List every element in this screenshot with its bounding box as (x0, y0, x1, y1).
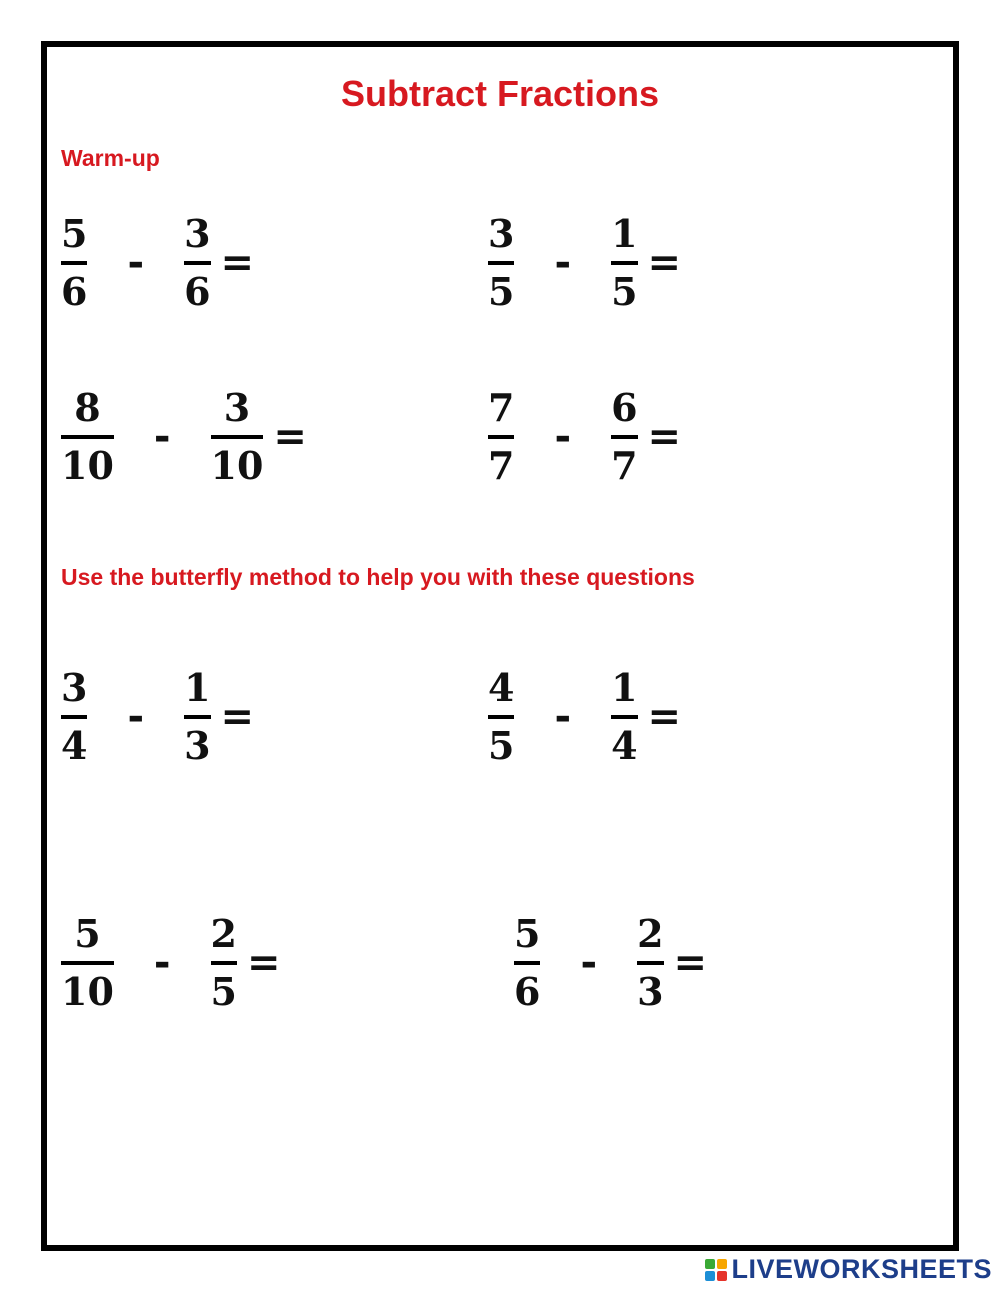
numerator: 5 (74, 911, 101, 956)
denominator: 4 (611, 723, 638, 768)
denominator: 3 (184, 723, 211, 768)
minus-sign: - (127, 694, 145, 740)
numerator: 1 (611, 665, 638, 710)
problem-2 (488, 211, 682, 314)
fraction-b (611, 385, 638, 488)
denominator: 5 (611, 269, 638, 314)
numerator: 6 (611, 385, 638, 430)
fraction-b (637, 911, 664, 1014)
problem-1 (61, 211, 255, 314)
minus-sign: - (554, 414, 572, 460)
denominator: 10 (210, 443, 264, 488)
numerator: 2 (210, 911, 237, 956)
fraction-a (61, 385, 114, 488)
problem-8 (514, 911, 708, 1014)
problem-3 (61, 385, 307, 488)
fraction-b (184, 211, 211, 314)
numerator: 3 (223, 385, 251, 430)
section-heading-butterfly: Use the butterfly method to help you with these questions (61, 564, 695, 590)
denominator: 5 (210, 969, 237, 1014)
equals-sign: = (673, 940, 708, 986)
fraction-a (488, 211, 515, 314)
fraction-b (611, 665, 638, 768)
equals-sign: = (220, 694, 255, 740)
fraction-a (61, 665, 88, 768)
numerator: 3 (488, 211, 515, 256)
fraction-b (611, 211, 638, 314)
equals-sign: = (246, 940, 281, 986)
section-heading-warmup: Warm-up (61, 145, 160, 171)
numerator: 8 (74, 385, 101, 430)
fraction-b (210, 385, 264, 488)
fraction-b (210, 911, 237, 1014)
equals-sign: = (273, 414, 307, 460)
logo-text: LIVEWORKSHEETS (731, 1254, 992, 1284)
problem-5 (61, 665, 255, 768)
denominator: 10 (61, 969, 114, 1014)
minus-sign: - (554, 240, 572, 286)
fraction-b (184, 665, 211, 768)
numerator: 2 (637, 911, 664, 956)
fraction-a (488, 385, 515, 488)
liveworksheets-logo[interactable] (705, 1254, 992, 1285)
numerator: 1 (184, 665, 211, 710)
fraction-a (61, 911, 114, 1014)
denominator: 5 (488, 723, 515, 768)
page-title: Subtract Fractions (340, 73, 660, 114)
minus-sign: - (554, 694, 572, 740)
denominator: 3 (637, 969, 664, 1014)
minus-sign: - (153, 414, 171, 460)
numerator: 7 (488, 385, 515, 430)
denominator: 6 (514, 969, 541, 1014)
equals-sign: = (647, 694, 682, 740)
minus-sign: - (580, 940, 598, 986)
logo-square-green (705, 1259, 715, 1269)
problem-4 (488, 385, 682, 488)
problem-6 (488, 665, 682, 768)
numerator: 4 (488, 665, 515, 710)
numerator: 5 (514, 911, 541, 956)
equals-sign: = (647, 240, 682, 286)
minus-sign: - (153, 940, 171, 986)
equals-sign: = (220, 240, 255, 286)
fraction-a (488, 665, 515, 768)
logo-square-red (717, 1271, 727, 1281)
numerator: 3 (184, 211, 211, 256)
denominator: 6 (61, 269, 88, 314)
fraction-a (514, 911, 541, 1014)
logo-square-orange (717, 1259, 727, 1269)
fraction-a (61, 211, 88, 314)
denominator: 7 (488, 443, 515, 488)
logo-square-blue (705, 1271, 715, 1281)
denominator: 10 (61, 443, 114, 488)
worksheet-frame (41, 41, 959, 1251)
denominator: 6 (184, 269, 211, 314)
denominator: 7 (611, 443, 638, 488)
problem-7 (61, 911, 281, 1014)
numerator: 1 (611, 211, 638, 256)
denominator: 4 (61, 723, 88, 768)
numerator: 3 (61, 665, 88, 710)
minus-sign: - (127, 240, 145, 286)
logo-mark-icon (705, 1259, 727, 1281)
numerator: 5 (61, 211, 88, 256)
equals-sign: = (647, 414, 682, 460)
denominator: 5 (488, 269, 515, 314)
